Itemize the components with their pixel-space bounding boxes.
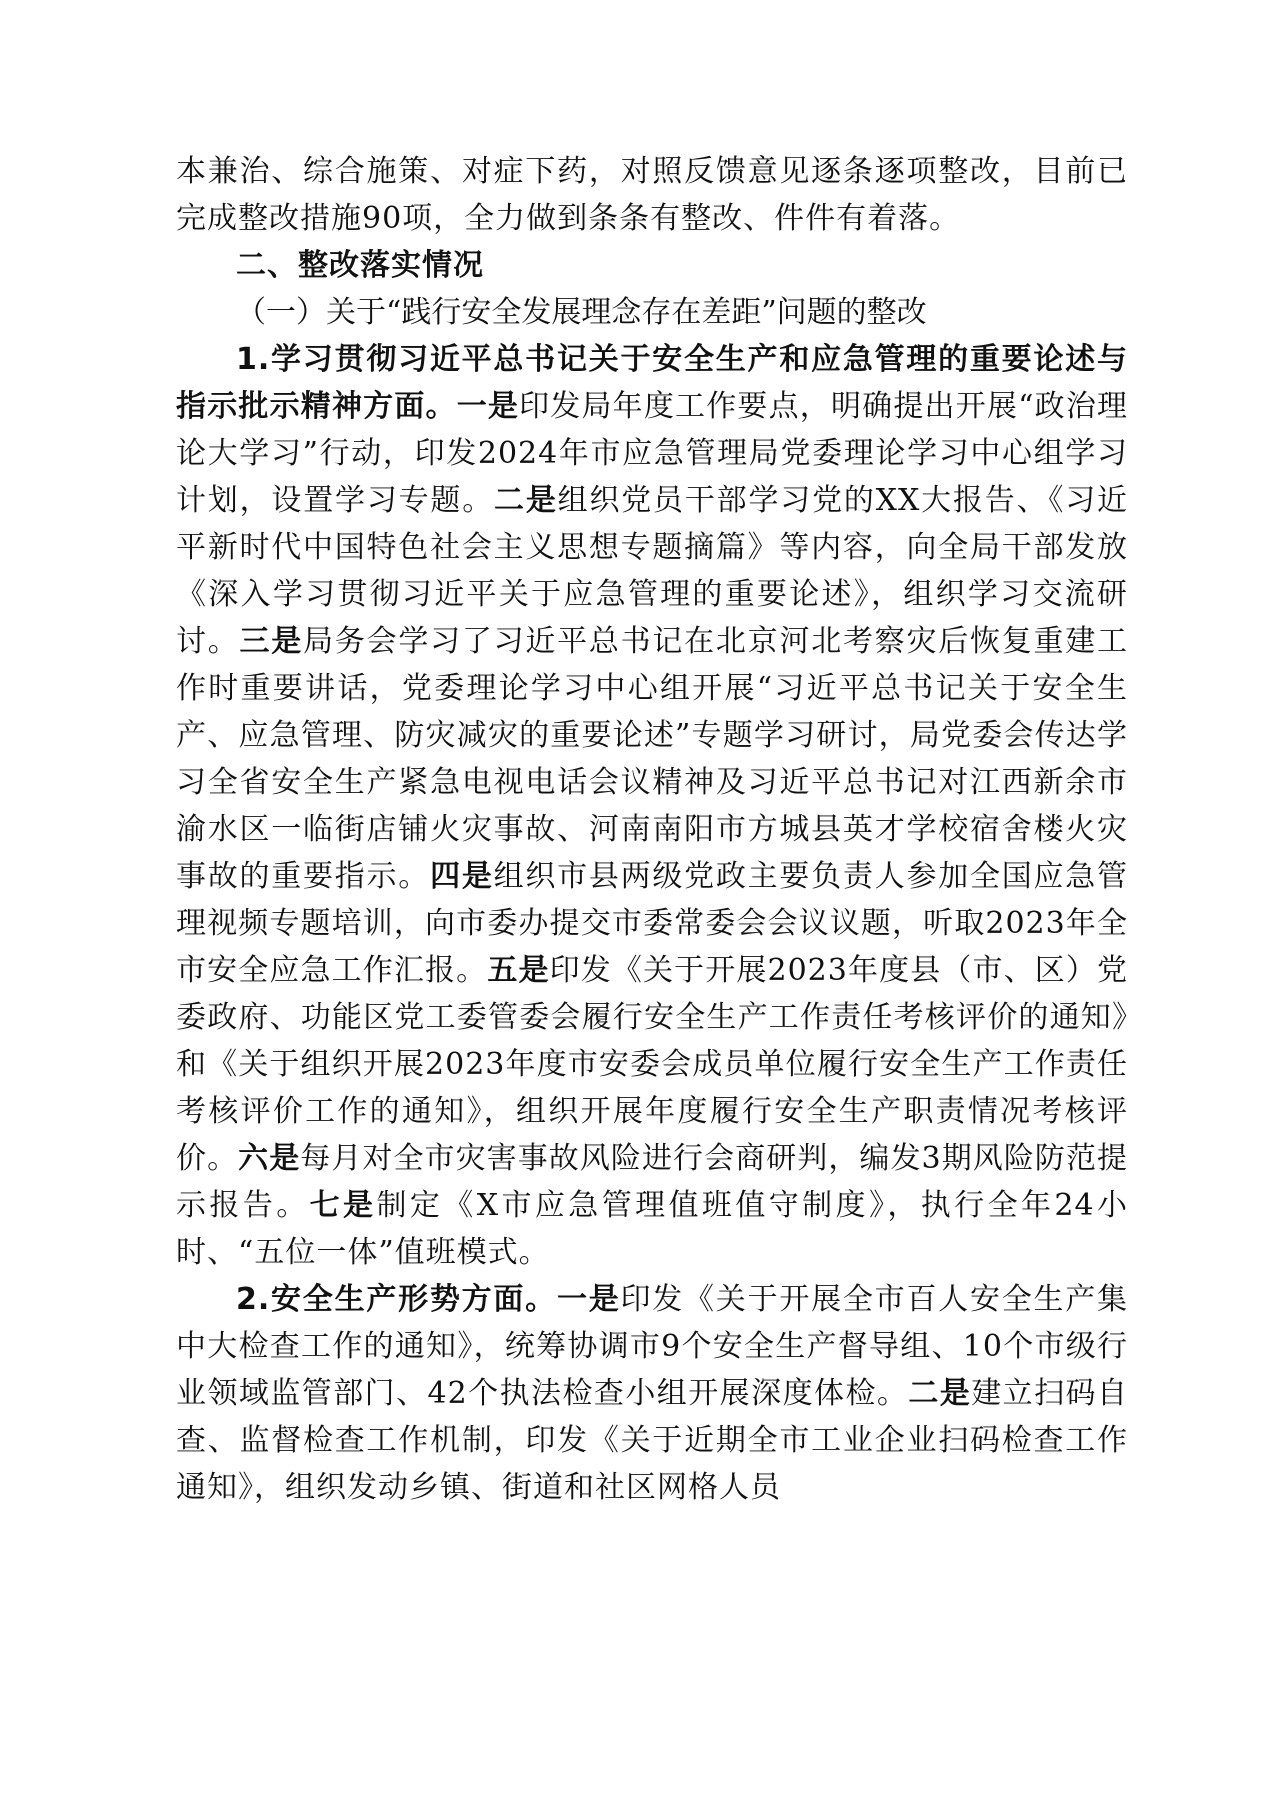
document-body <box>176 148 1128 1511</box>
point-marker-1: 一是 <box>456 389 520 424</box>
point-text-7: 制定《X市应急管理值班值守制度》，执行全年24小时、“五位一体”值班模式。 <box>176 1188 1129 1270</box>
point-marker-3: 三是 <box>239 624 304 659</box>
safety-text-2: 建立扫码自查、监督检查工作机制，印发《关于近期全市工业企业扫码检查工作通知》，组织发动乡镇、街道和社区网格人员 <box>176 1376 1129 1505</box>
paragraph-study <box>176 336 1128 1276</box>
point-marker-7: 七是 <box>309 1188 377 1223</box>
point-text-5: 印发《关于开展2023年度县（市、区）党委政府、功能区党工委管委会履行安全生产工作责任考核评价的通知》和《关于组织开展2023年度市安委会成员单位履行安全生产工作责任考核评价工作的通知》，组织开展年度履行安全生产职责情况考核评价。 <box>176 953 1129 1176</box>
point-text-1: 印发局年度工作要点，明确提出开展“政治理论大学习”行动，印发2024年市应急管理局党委理论学习中心组学习计划，设置学习专题。 <box>176 389 1129 518</box>
point-marker-5: 五是 <box>487 953 550 988</box>
safety-marker-1: 一是 <box>556 1282 621 1317</box>
point-text-3: 局务会学习了习近平总书记在北京河北考察灾后恢复重建工作时重要讲话，党委理论学习中心组开展“习近平总书记关于安全生产、应急管理、防灾减灾的重要论述”专题学习研讨，局党委会传达学习全省安全生产紧急电视电话会议精神及习近平总书记对江西新余市渝水区一临街店铺火灾事故、河南南阳市方城县英才学校宿舍楼火灾事故的重要指示。 <box>176 624 1129 894</box>
point-text-6: 每月对全市灾害事故风险进行会商研判，编发3期风险防范提示报告。 <box>176 1141 1129 1223</box>
point-marker-2: 二是 <box>494 483 558 518</box>
paragraph-study-title: 1.学习贯彻习近平总书记关于安全生产和应急管理的重要论述与指示批示精神方面。 <box>176 342 1128 424</box>
point-text-2: 组织党员干部学习党的XX大报告、《习近平新时代中国特色社会主义思想专题摘篇》等内容，向全局干部发放《深入学习贯彻习近平关于应急管理的重要论述》，组织学习交流研讨。 <box>176 483 1129 659</box>
intro-paragraph <box>176 148 1128 242</box>
safety-text-1: 印发《关于开展全市百人安全生产集中大检查工作的通知》，统筹协调市9个安全生产督导组、10个市级行业领域监管部门、42个执法检查小组开展深度体检。 <box>176 1282 1129 1411</box>
point-text-4: 组织市县两级党政主要负责人参加全国应急管理视频专题培训，向市委办提交市委常委会会议议题，听取2023年全市安全应急工作汇报。 <box>176 859 1129 988</box>
paragraph-safety-title: 2.安全生产形势方面。 <box>236 1282 557 1317</box>
safety-marker-2: 二是 <box>908 1376 972 1411</box>
intro-text: 本兼治、综合施策、对症下药，对照反馈意见逐条逐项整改，目前已完成整改措施90项，全力做到条条有整改、件件有着落。 <box>176 154 1128 236</box>
subsection-heading: （一）关于“践行安全发展理念存在差距”问题的整改 <box>236 295 927 330</box>
point-marker-4: 四是 <box>430 859 494 894</box>
paragraph-safety-situation <box>176 1276 1128 1511</box>
section-heading: 二、整改落实情况 <box>236 248 484 283</box>
point-marker-6: 六是 <box>238 1141 301 1176</box>
